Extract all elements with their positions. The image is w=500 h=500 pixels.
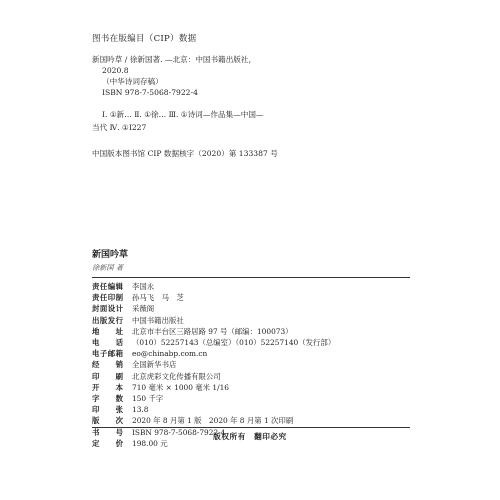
- divider-top: [92, 277, 410, 278]
- info-row: [92, 404, 412, 415]
- info-value: 北京虎彩文化传播有限公司: [132, 371, 221, 381]
- info-row: [92, 415, 412, 426]
- cip-subject: [92, 108, 412, 134]
- publication-info: [92, 281, 412, 449]
- divider-bottom: [92, 427, 410, 428]
- copyright-notice: 版权所有 翻印必究: [213, 432, 287, 441]
- cip-line-year: 2020.8: [102, 66, 129, 75]
- info-label: 书 号: [92, 427, 124, 437]
- info-row: [92, 359, 412, 370]
- info-label: 封面设计: [92, 304, 124, 314]
- info-row: [92, 382, 412, 393]
- info-label: 电子邮箱: [92, 349, 124, 359]
- info-label: 责任编辑: [92, 282, 124, 292]
- info-label: 经 销: [92, 360, 124, 370]
- cip-record: [92, 54, 410, 98]
- cip-data-number: 中国版本图书馆 CIP 数据核字（2020）第 133387 号: [92, 149, 278, 158]
- info-value: 中国书籍出版社: [132, 315, 184, 325]
- cip-subject-line2: 当代 Ⅳ. ①I227: [92, 123, 147, 132]
- info-label: 责任印制: [92, 293, 124, 303]
- info-value: 北京市丰台区三路居路 97 号（邮编：100073）: [132, 326, 293, 336]
- cip-line-series: （中华诗词存稿）: [102, 77, 163, 86]
- book-title: 新国吟草: [92, 250, 129, 260]
- info-value: 李国永: [132, 282, 155, 292]
- info-value: eo@chinabp.com.cn: [132, 349, 208, 359]
- info-value: 13.8: [132, 405, 149, 415]
- info-value: 2020 年 8 月第 1 版 2020 年 8 月第 1 次印刷: [132, 416, 294, 426]
- cip-line-isbn: ISBN 978-7-5068-7922-4: [102, 88, 198, 97]
- info-value: 198.00 元: [132, 438, 168, 448]
- info-row: [92, 303, 412, 314]
- info-label: 字 数: [92, 393, 124, 403]
- info-label: 印 刷: [92, 371, 124, 381]
- info-row: [92, 281, 412, 292]
- info-value: 150 千字: [132, 393, 164, 403]
- info-row: [92, 393, 412, 404]
- info-value: 全国新华书店: [132, 360, 177, 370]
- book-author: 徐新国 著: [92, 263, 124, 272]
- info-value: 采薇阁: [132, 304, 155, 314]
- info-row: [92, 326, 412, 337]
- info-value: （010）52257143（总编室）（010）52257140（发行部）: [132, 338, 336, 348]
- info-row: [92, 348, 412, 359]
- info-value: 710 毫米 × 1000 毫米 1/16: [132, 382, 230, 392]
- info-row: [92, 337, 412, 348]
- info-value: 孙马飞 马 芝: [132, 293, 184, 303]
- info-label: 电 话: [92, 338, 124, 348]
- cip-subject-line1: Ⅰ. ①新… Ⅱ. ①徐… Ⅲ. ①诗词—作品集—中国—: [102, 110, 264, 119]
- info-label: 印 张: [92, 405, 124, 415]
- info-label: 定 价: [92, 438, 124, 448]
- info-label: 出版发行: [92, 315, 124, 325]
- info-label: 地 址: [92, 326, 124, 336]
- cip-heading: 图书在版编目（CIP）数据: [92, 34, 197, 44]
- info-row: [92, 315, 412, 326]
- cip-line-title: 新国吟草 / 徐新国著. —北京：中国书籍出版社，: [92, 55, 257, 64]
- info-value: ISBN 978-7-5068-7922-4: [132, 427, 226, 437]
- info-row: [92, 371, 412, 382]
- info-label: 开 本: [92, 382, 124, 392]
- info-label: 版 次: [92, 416, 124, 426]
- info-row: [92, 292, 412, 303]
